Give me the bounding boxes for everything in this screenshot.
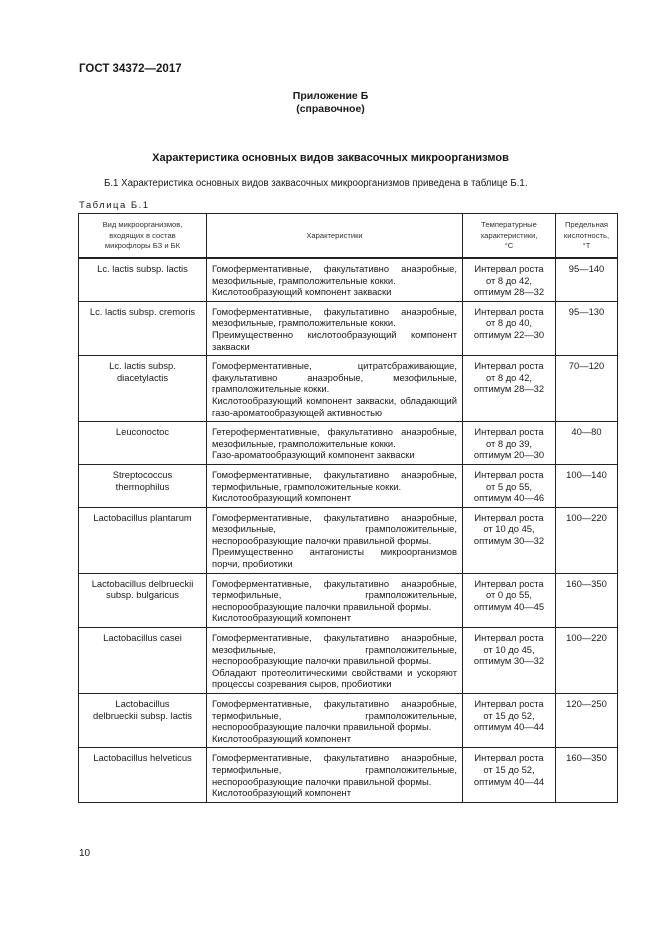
characteristics-cell: Гомоферментативные, цитратсбраживающие, факультативно анаэробные, мезофильные, грамположительные кокки. Кислотообразующий компонент закваски, обладающий газо-ароматообразующей активностью — [207, 356, 463, 422]
column-header-species: Вид микроорганизмов, входящих в состав микрофлоры БЗ и БК — [79, 214, 207, 259]
acidity-cell: 40—80 — [556, 422, 618, 465]
table-row — [79, 507, 618, 573]
temperature-cell: Интервал роста от 5 до 55, оптимум 40—46 — [463, 464, 556, 507]
species-cell: Lactobacillus plantarum — [79, 507, 207, 573]
column-header-characteristics: Характеристики — [207, 214, 463, 259]
page-number: 10 — [79, 848, 91, 859]
document-code: ГОСТ 34372—2017 — [79, 63, 182, 75]
table-row — [79, 748, 618, 802]
table-row — [79, 628, 618, 694]
column-header-temperature: Температурные характеристики, °С — [463, 214, 556, 259]
microorganisms-table — [78, 213, 618, 803]
table-label: Таблица Б.1 — [79, 200, 150, 211]
temperature-cell: Интервал роста от 8 до 40, оптимум 22—30 — [463, 301, 556, 355]
table-header-row — [79, 214, 618, 259]
table-row — [79, 694, 618, 748]
acidity-cell: 95—140 — [556, 258, 618, 301]
appendix-subtitle: (справочное) — [296, 103, 365, 115]
temperature-cell: Интервал роста от 10 до 45, оптимум 30—32 — [463, 507, 556, 573]
characteristics-cell: Гомоферментативные, факультативно анаэробные, мезофильные, грамположительные, неспорообразующие палочки правильной формы. Обладают протеолитическими свойствами и ускоряют процессы созревания сыров, пробиотики — [207, 628, 463, 694]
temperature-cell: Интервал роста от 8 до 39, оптимум 20—30 — [463, 422, 556, 465]
table-row — [79, 301, 618, 355]
acidity-cell: 160—350 — [556, 573, 618, 627]
species-cell: Lc. lactis subsp. diacetylactis — [79, 356, 207, 422]
acidity-cell: 95—130 — [556, 301, 618, 355]
temperature-cell: Интервал роста от 10 до 45, оптимум 30—32 — [463, 628, 556, 694]
characteristics-cell: Гомоферментативные, факультативно анаэробные, термофильные, грамположительные, неспорообразующие палочки правильной формы. Кислотообразующий компонент — [207, 694, 463, 748]
intro-paragraph: Б.1 Характеристика основных видов заквасочных микроорганизмов приведена в таблице Б.1. — [104, 178, 528, 189]
species-cell: Lactobacillus helveticus — [79, 748, 207, 802]
appendix-heading — [0, 90, 661, 116]
table-row — [79, 422, 618, 465]
table-row — [79, 464, 618, 507]
appendix-title: Приложение Б — [292, 90, 369, 102]
acidity-cell: 100—220 — [556, 628, 618, 694]
column-header-acidity: Предельная кислотность, °Т — [556, 214, 618, 259]
acidity-cell: 100—140 — [556, 464, 618, 507]
temperature-cell: Интервал роста от 8 до 42, оптимум 28—32 — [463, 356, 556, 422]
acidity-cell: 160—350 — [556, 748, 618, 802]
characteristics-cell: Гетероферментативные, факультативно анаэробные, мезофильные, грамположительные кокки. Газо-ароматообразующий компонент закваски — [207, 422, 463, 465]
species-cell: Lactobacillus casei — [79, 628, 207, 694]
table-row — [79, 258, 618, 301]
characteristics-cell: Гомоферментативные, факультативно анаэробные, термофильные, грамположительные кокки. Кислотообразующий компонент — [207, 464, 463, 507]
species-cell: Leuconoctoc — [79, 422, 207, 465]
table-row — [79, 356, 618, 422]
species-cell: Lc. lactis subsp. lactis — [79, 258, 207, 301]
species-cell: Lc. lactis subsp. cremoris — [79, 301, 207, 355]
species-cell: Lactobacillus delbrueckii subsp. bulgaricus — [79, 573, 207, 627]
characteristics-cell: Гомоферментативные, факультативно анаэробные, термофильные, грамположительные, неспорообразующие палочки правильной формы. Кислотообразующий компонент — [207, 748, 463, 802]
temperature-cell: Интервал роста от 0 до 55, оптимум 40—45 — [463, 573, 556, 627]
section-title: Характеристика основных видов заквасочных микроорганизмов — [152, 152, 509, 164]
characteristics-cell: Гомоферментативные, факультативно анаэробные, мезофильные, грамположительные кокки. Преимущественно кислотообразующий компонент закваски — [207, 301, 463, 355]
temperature-cell: Интервал роста от 15 до 52, оптимум 40—44 — [463, 748, 556, 802]
characteristics-cell: Гомоферментативные, факультативно анаэробные, мезофильные, грамположительные кокки. Кислотообразующий компонент закваски — [207, 258, 463, 301]
acidity-cell: 70—120 — [556, 356, 618, 422]
temperature-cell: Интервал роста от 8 до 42, оптимум 28—32 — [463, 258, 556, 301]
acidity-cell: 120—250 — [556, 694, 618, 748]
characteristics-cell: Гомоферментативные, факультативно анаэробные, термофильные, грамположительные, неспорообразующие палочки правильной формы. Кислотообразующий компонент — [207, 573, 463, 627]
species-cell: Lactobacillus delbrueckii subsp. lactis — [79, 694, 207, 748]
species-cell: Streptococcus thermophilus — [79, 464, 207, 507]
table-row — [79, 573, 618, 627]
acidity-cell: 100—220 — [556, 507, 618, 573]
temperature-cell: Интервал роста от 15 до 52, оптимум 40—44 — [463, 694, 556, 748]
characteristics-cell: Гомоферментативные, факультативно анаэробные, мезофильные, грамположительные, неспорообразующие палочки правильной формы. Преимущественно антагонисты микроорганизмов порчи, пробиотики — [207, 507, 463, 573]
